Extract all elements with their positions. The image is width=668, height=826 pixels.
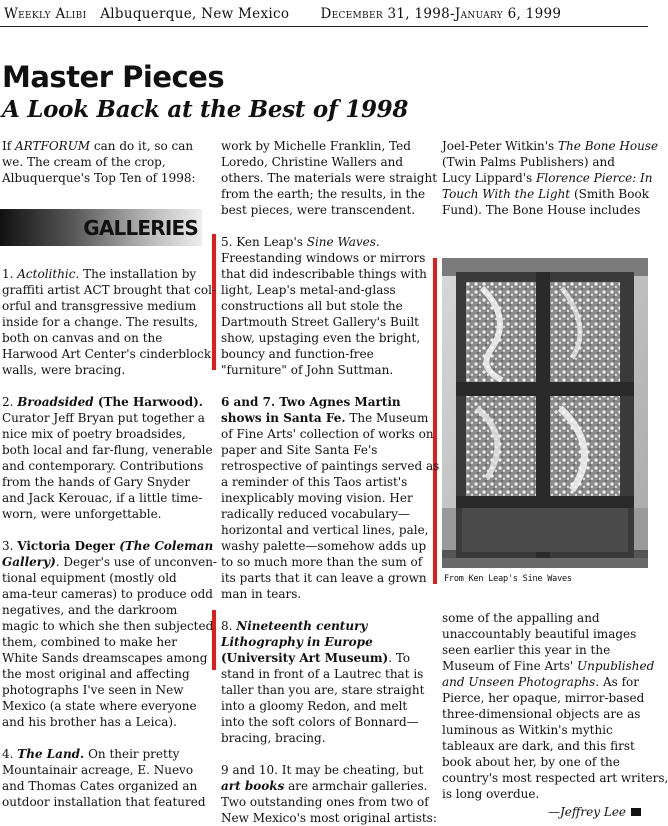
- column-3-top: [442, 138, 659, 218]
- text-line: that did indescribable things with: [221, 267, 427, 281]
- text-line: bracing, bracing.: [221, 731, 326, 745]
- text-line: outdoor installation that featured: [2, 795, 206, 809]
- text-line: [221, 602, 426, 618]
- text-line: Mountainair acreage, E. Nuevo: [2, 763, 194, 777]
- text-line: a reminder of this Taos artist's: [221, 475, 408, 489]
- text-line: ama-teur cameras) to produce odd: [2, 587, 213, 601]
- text-line: some of the appalling and: [442, 611, 600, 625]
- text-line: 4. The Land. On their pretty: [2, 747, 180, 761]
- text-line: into a gloomy Redon, and melt: [221, 699, 408, 713]
- text-line: Two outstanding ones from two of: [221, 795, 429, 809]
- text-line: Loredo, Christine Wallers and: [221, 155, 404, 169]
- text-line: Lithography in Europe: [221, 635, 373, 649]
- text-line: [2, 730, 207, 746]
- text-line: [2, 250, 207, 266]
- text-line: negatives, and the darkroom: [2, 603, 178, 617]
- text-line: If ARTFORUM can do it, so can: [2, 139, 194, 153]
- column-3-bottom: [442, 610, 668, 802]
- text-line: orful and transgressive medium: [2, 299, 197, 313]
- text-line: [2, 218, 207, 234]
- text-line: White Sands dreamscapes among: [2, 651, 208, 665]
- text-line: inside for a change. The results,: [2, 315, 199, 329]
- photo-caption: From Ken Leap's Sine Waves: [444, 574, 572, 584]
- text-line: the most original and affecting: [2, 667, 190, 681]
- text-line: 6 and 7. Two Agnes Martin: [221, 395, 401, 409]
- text-line: paper and Site Santa Fe's: [221, 443, 378, 457]
- text-line: Curator Jeff Bryan put together a: [2, 411, 205, 425]
- text-line: stand in front of a Lautrec that is: [221, 667, 424, 681]
- column-2: [221, 138, 440, 826]
- text-line: others. The materials were straight: [221, 171, 438, 185]
- text-line: luminous as Witkin's mythic: [442, 723, 613, 737]
- text-line: light, Leap's metal-and-glass: [221, 283, 396, 297]
- text-line: them, combined to make her: [2, 635, 177, 649]
- masthead-paper: Weekly Alibi: [4, 6, 87, 22]
- text-line: into the soft colors of Bonnard—: [221, 715, 419, 729]
- section-banner-label: GALLERIES: [83, 216, 198, 240]
- text-line: from the hands of Gary Snyder: [2, 475, 191, 489]
- text-line: 5. Ken Leap's Sine Waves.: [221, 235, 380, 249]
- text-line: [2, 522, 207, 538]
- text-line: and contemporary. Contributions: [2, 459, 204, 473]
- text-line: Gallery). Deger's use of unconven-: [2, 555, 217, 569]
- text-line: 3. Victoria Deger (The Coleman: [2, 539, 214, 553]
- text-line: [2, 234, 207, 250]
- text-line: 1. Actolithic. The installation by: [2, 267, 197, 281]
- text-line: from the earth; the results, in the: [221, 187, 426, 201]
- text-line: horizontal and vertical lines, pale,: [221, 523, 429, 537]
- text-line: tional equipment (mostly old: [2, 571, 177, 585]
- text-line: nice mix of poetry broadsides,: [2, 427, 186, 441]
- text-line: and Thomas Cates organized an: [2, 779, 198, 793]
- text-line: 8. Nineteenth century: [221, 619, 368, 633]
- text-line: graffiti artist ACT brought that col-: [2, 283, 217, 297]
- text-line: [221, 746, 426, 762]
- text-line: bouncy and function-free: [221, 347, 374, 361]
- text-line: Fund). The Bone House includes: [442, 203, 641, 217]
- text-line: constructions all but stole the: [221, 299, 403, 313]
- text-line: Lucy Lippard's Florence Pierce: In: [442, 171, 653, 185]
- text-line: walls, were bracing.: [2, 363, 126, 377]
- text-line: seen earlier this year in the: [442, 643, 611, 657]
- text-line: [221, 378, 426, 394]
- text-line: "furniture" of John Suttman.: [221, 363, 394, 377]
- text-line: man in tears.: [221, 587, 302, 601]
- text-line: work by Michelle Franklin, Ted: [221, 139, 411, 153]
- text-line: [221, 218, 426, 234]
- text-line: [2, 378, 207, 394]
- text-line: Mexico (a state where everyone: [2, 699, 197, 713]
- masthead: [4, 6, 644, 22]
- article-title: Master Pieces: [2, 60, 225, 94]
- text-line: book about her, by one of the: [442, 755, 620, 769]
- column-1: [2, 138, 217, 810]
- text-line: washy palette—somehow adds up: [221, 539, 427, 553]
- text-line: 2. Broadsided (The Harwood).: [2, 395, 203, 409]
- text-line: and Jack Kerouac, if a little time-: [2, 491, 203, 505]
- text-line: [2, 186, 207, 202]
- text-line: Albuquerque's Top Ten of 1998:: [2, 171, 196, 185]
- text-line: we. The cream of the crop,: [2, 155, 166, 169]
- text-line: radically reduced vocabulary—: [221, 507, 410, 521]
- text-line: three-dimensional objects are as: [442, 707, 641, 721]
- text-line: best pieces, were transcendent.: [221, 203, 416, 217]
- text-line: both on canvas and on the: [2, 331, 163, 345]
- text-line: unaccountably beautiful images: [442, 627, 637, 641]
- text-line: its parts that it can leave a grown: [221, 571, 427, 585]
- author-signature: [548, 805, 641, 819]
- text-line: 9 and 10. It may be cheating, but: [221, 763, 424, 777]
- article-subtitle: A Look Back at the Best of 1998: [2, 96, 409, 123]
- text-line: (Twin Palms Publishers) and: [442, 155, 615, 169]
- text-line: taller than you are, stare straight: [221, 683, 425, 697]
- text-line: Harwood Art Center's cinderblock: [2, 347, 212, 361]
- text-line: country's most respected art writers,: [442, 771, 668, 785]
- text-line: Joel-Peter Witkin's The Bone House: [442, 139, 659, 153]
- sine-waves-photo: [442, 258, 648, 568]
- text-line: to so much more than the sum of: [221, 555, 423, 569]
- text-line: New Mexico's most original artists:: [221, 811, 437, 825]
- text-line: (University Art Museum). To: [221, 651, 411, 665]
- text-line: [2, 202, 207, 218]
- text-line: both local and far-flung, venerable: [2, 443, 213, 457]
- red-accent-bar-3: [433, 258, 437, 584]
- text-line: Museum of Fine Arts' Unpublished: [442, 659, 655, 673]
- text-line: shows in Santa Fe. The Museum: [221, 411, 429, 425]
- text-line: Touch With the Light (Smith Book: [442, 187, 649, 201]
- text-line: magic to which she then subjected: [2, 619, 214, 633]
- masthead-dates: December 31, 1998-January 6, 1999: [320, 6, 562, 22]
- red-accent-bar-1: [212, 234, 216, 370]
- text-line: Pierce, her opaque, mirror-based: [442, 691, 645, 705]
- end-mark-icon: [631, 808, 641, 816]
- text-line: of Fine Arts' collection of works on: [221, 427, 434, 441]
- text-line: tableaux are dark, and this first: [442, 739, 635, 753]
- text-line: is long overdue.: [442, 787, 540, 801]
- author-name: —Jeffrey Lee: [548, 805, 627, 819]
- masthead-rule: [0, 26, 648, 27]
- text-line: worn, were unforgettable.: [2, 507, 162, 521]
- masthead-city: Albuquerque, New Mexico: [100, 6, 290, 22]
- text-line: retrospective of paintings served as: [221, 459, 440, 473]
- text-line: show, upstaging even the bright,: [221, 331, 421, 345]
- text-line: and Unseen Photographs. As for: [442, 675, 640, 689]
- text-line: and his brother has a Leica).: [2, 715, 177, 729]
- text-line: art books are armchair galleries.: [221, 779, 428, 793]
- text-line: inexplicably moving vision. Her: [221, 491, 413, 505]
- text-line: photographs I've seen in New: [2, 683, 184, 697]
- text-line: Freestanding windows or mirrors: [221, 251, 426, 265]
- text-line: Dartmouth Street Gallery's Built: [221, 315, 419, 329]
